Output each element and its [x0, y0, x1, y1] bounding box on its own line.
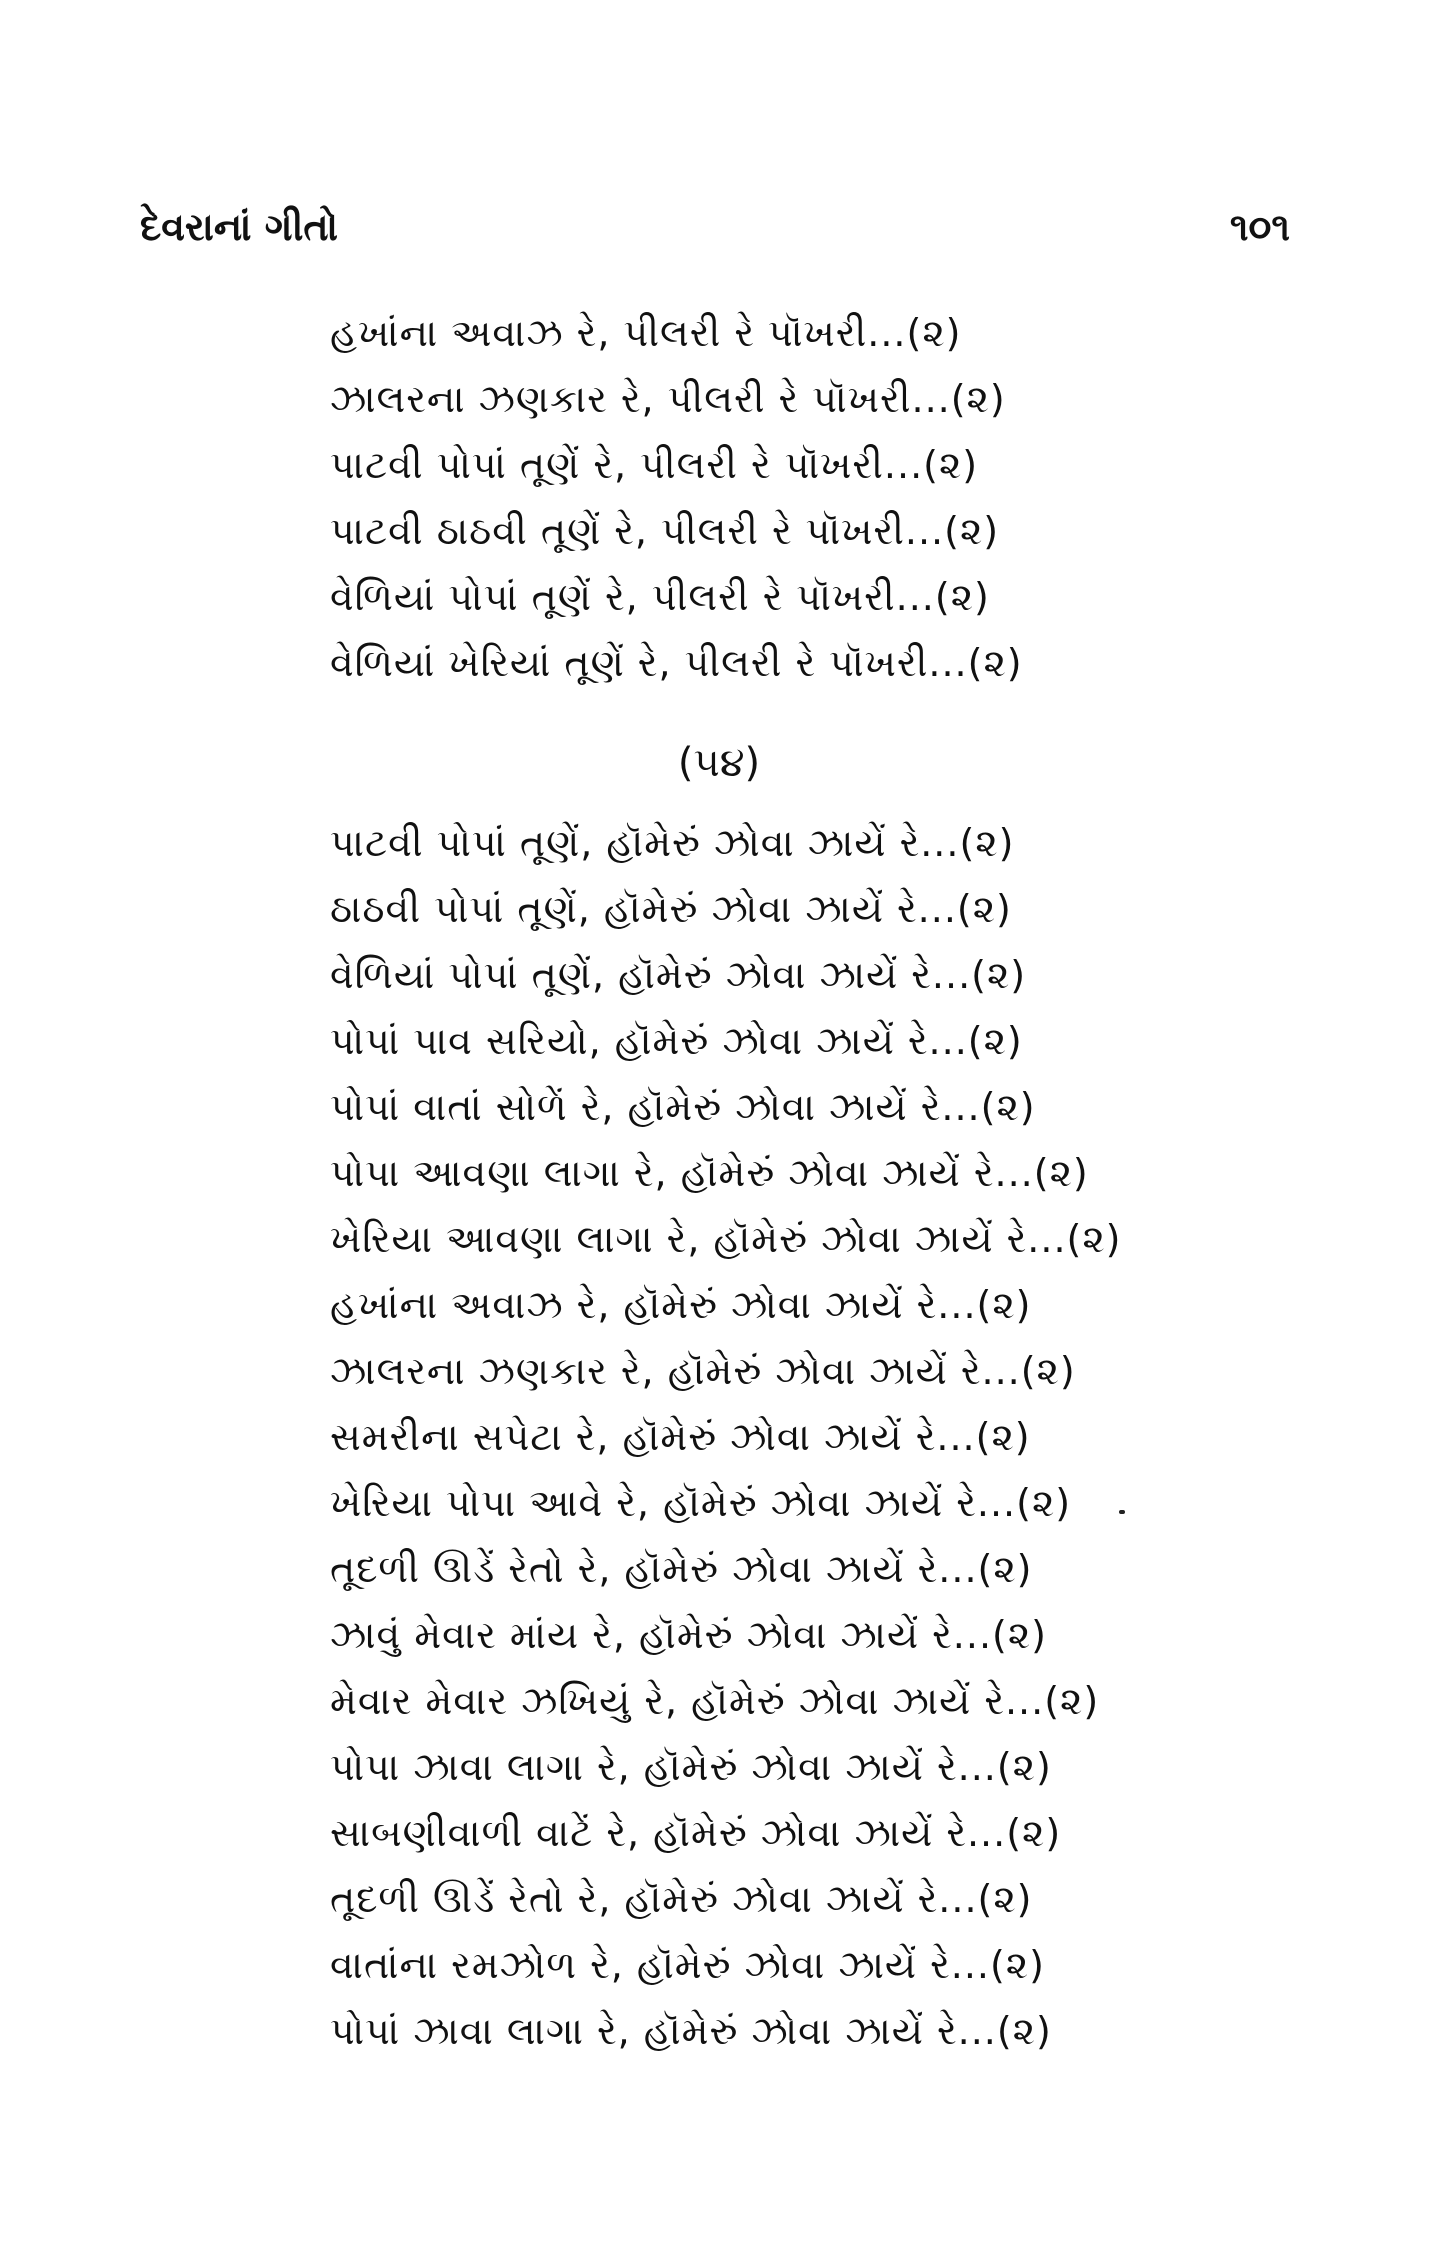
verse-line: પોપાં પાવ સરિયો, હૉમેરું ઝોવા ઝાયેં રે...(૨)	[330, 1019, 1023, 1063]
verse-line: વાતાંના રમઝોળ રે, હૉમેરું ઝોવા ઝાયેં રે...(૨)	[330, 1943, 1045, 1987]
verse-line: તૂદળી ઊડેં રેતો રે, હૉમેરું ઝોવા ઝાયેં રે...(૨)	[330, 1547, 1033, 1591]
continued-stanza	[330, 300, 1110, 696]
verse-line: સમરીના સપેટા રે, હૉમેરું ઝોવા ઝાયેં રે...(૨)	[330, 1415, 1031, 1459]
verse-line: વેળિયાં ખેરિયાં તૂણેં રે, પીલરી રે પૉખરી...(૨)	[330, 641, 1023, 685]
verse-line: પોપા આવણા લાગા રે, હૉમેરું ઝોવા ઝાયેં રે...(૨)	[330, 1151, 1089, 1195]
verse-line: મેવાર મેવાર ઝખિયું રે, હૉમેરું ઝોવા ઝાયેં રે...(૨)	[330, 1679, 1100, 1723]
verse-line: તૂદળી ઊડેં રેતો રે, હૉમેરું ઝોવા ઝાયેં રે...(૨)	[330, 1877, 1033, 1921]
verse-line: ઝાવું મેવાર માંય રે, હૉમેરું ઝોવા ઝાયેં રે...(૨)	[330, 1613, 1047, 1657]
verse-line: પોપા ઝાવા લાગા રે, હૉમેરું ઝોવા ઝાયેં રે...(૨)	[330, 1745, 1052, 1789]
song-number: (૫૪)	[677, 740, 761, 786]
verse-line: ખેરિયા પોપા આવે રે, હૉમેરું ઝોવા ઝાયેં રે...(૨)	[330, 1481, 1072, 1525]
verse-line: હખાંના અવાઝ રે, હૉમેરું ઝોવા ઝાયેં રે...(૨)	[330, 1283, 1032, 1327]
page-header	[140, 205, 1290, 265]
verse-line: પોપાં ઝાવા લાગા રે, હૉમેરું ઝોવા ઝાયેં રે...(૨)	[330, 2009, 1052, 2053]
verse-line: ખેરિયા આવણા લાગા રે, હૉમેરું ઝોવા ઝાયેં રે...(૨)	[330, 1217, 1122, 1261]
verse-line: હખાંના અવાઝ રે, પીલરી રે પૉખરી...(૨)	[330, 311, 962, 355]
verse-line: પાટવી પોપાં તૂણેં રે, પીલરી રે પૉખરી...(૨)	[330, 443, 979, 487]
verse-line: ઝાલરના ઝણકાર રે, હૉમેરું ઝોવા ઝાયેં રે...(૨)	[330, 1349, 1076, 1393]
page-number: ૧૦૧	[1229, 205, 1290, 249]
verse-line: ઝાલરના ઝણકાર રે, પીલરી રે પૉખરી...(૨)	[330, 377, 1006, 421]
running-head: દેવરાનાં ગીતો	[140, 205, 339, 249]
verse-line: પોપાં વાતાં સોળેં રે, હૉમેરું ઝોવા ઝાયેં રે...(૨)	[330, 1085, 1036, 1129]
song-54-verses	[330, 810, 1122, 2064]
verse-line: પાટવી પોપાં તૂણેં, હૉમેરું ઝોવા ઝાયેં રે...(૨)	[330, 821, 1015, 865]
ink-speck	[1119, 1510, 1125, 1514]
verse-line: પાટવી ઠાઠવી તૂણેં રે, પીલરી રે પૉખરી...(૨)	[330, 509, 1000, 553]
verse-line: વેળિયાં પોપાં તૂણેં રે, પીલરી રે પૉખરી...(૨)	[330, 575, 990, 619]
verse-line: સાબણીવાળી વાટેં રે, હૉમેરું ઝોવા ઝાયેં રે...(૨)	[330, 1811, 1062, 1855]
verse-line: ઠાઠવી પોપાં તૂણેં, હૉમેરું ઝોવા ઝાયેં રે...(૨)	[330, 887, 1012, 931]
verse-line: વેળિયાં પોપાં તૂણેં, હૉમેરું ઝોવા ઝાયેં રે...(૨)	[330, 953, 1027, 997]
